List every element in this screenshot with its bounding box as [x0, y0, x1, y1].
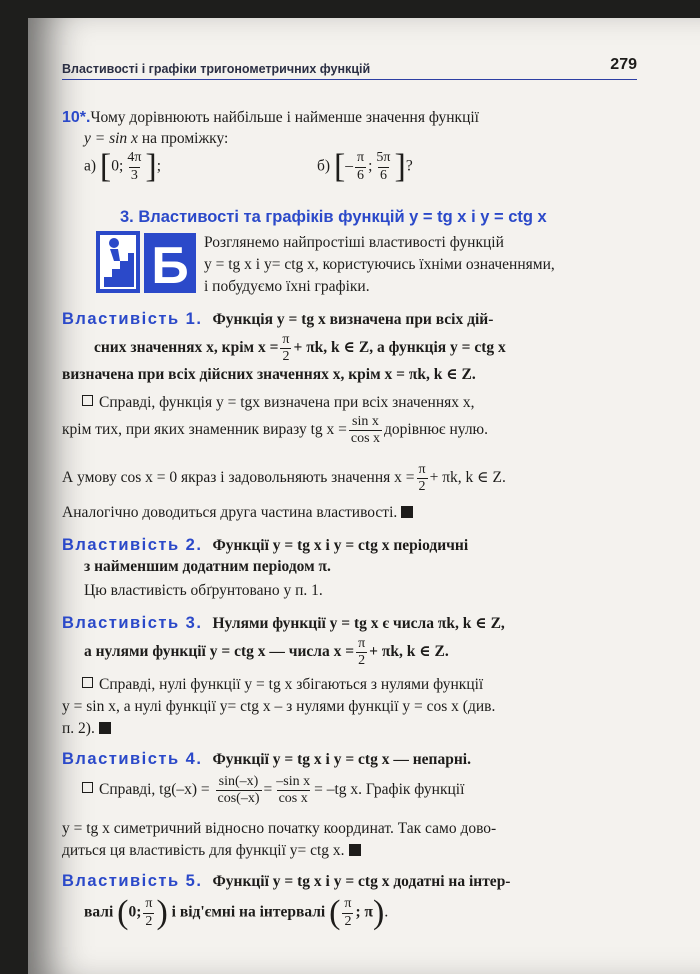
- exercise-func: y = sin x: [84, 130, 138, 147]
- property-5-line2: валі (0; $\frac{\pi}{2}$ ) і від'ємні на інтервалі ( $\frac{\pi}{2}$ ; π).: [84, 894, 389, 931]
- property-3-line2: а нулями функції y = ctg x — числа x = $\frac{\pi}{2}$ + πk, k ∈ Z.: [84, 636, 449, 669]
- proof-start-icon: [82, 395, 93, 406]
- question-mark: ?: [405, 157, 413, 175]
- property-1-line1: [62, 308, 493, 332]
- option-b-frac1: $\frac{\pi}{6}$: [357, 150, 365, 183]
- exercise-10: [62, 106, 479, 129]
- proof-end-icon: [401, 506, 413, 518]
- option-b-frac2: $\frac{5\pi}{6}$: [376, 150, 391, 183]
- proof-start-icon: [82, 782, 93, 793]
- property-1-line3: визначена при всіх дійсних значеннях x, крім x = πk, k ∈ Z.: [62, 366, 476, 383]
- property-4-line1: Властивість 4. Функції y = tg x і y = ctg x — непарні.: [62, 750, 471, 768]
- property-5-line1: Властивість 5. Функції y = tg x і y = ctg x додатні на інтер-: [62, 872, 511, 890]
- property-4-proof3: диться ця властивість для функції y= ctg x.: [62, 840, 361, 862]
- exercise-number: 10*.: [62, 109, 91, 126]
- intro-line1: Розглянемо найпростіші властивості функцій: [204, 234, 504, 251]
- proof-end-icon: [99, 722, 111, 734]
- property-1-label: Властивість 1.: [62, 310, 203, 328]
- property-1-text1: Функція y = tg x визначена при всіх дій-: [212, 311, 494, 328]
- property-2-label: Властивість 2.: [62, 536, 203, 554]
- running-header: [62, 56, 637, 80]
- property-3-proof3: п. 2).: [62, 718, 111, 740]
- property-3-proof2: y = sin x, а нулі функції y= ctg x – з нулями функції y = cos x (див.: [62, 698, 496, 715]
- option-a-frac: $\frac{4\pi}{3}$: [127, 150, 142, 183]
- property-2-line2: з найменшим додатним періодом π.: [84, 558, 331, 575]
- header-title: Властивості і графіки тригонометричних функцій: [62, 62, 371, 76]
- textbook-page: [28, 18, 700, 974]
- property-1-line2: сних значеннях x, крім x = $\frac{\pi}{2}$ + πk, k ∈ Z, а функція y = ctg x: [94, 332, 506, 365]
- intro-line3: і побудуємо їхні графіки.: [204, 278, 370, 295]
- header-rule: [62, 79, 637, 80]
- icon-letter: Б: [151, 237, 189, 295]
- property-2-line1: Властивість 2. Функції y = tg x і y = ctg x періодичні: [62, 536, 469, 554]
- property-3-proof1: Справді, нулі функції y = tg x збігаються з нулями функції: [82, 674, 483, 696]
- proof-start-icon: [82, 677, 93, 688]
- intro-line2: y = tg x і y= ctg x, користуючись їхніми означеннями,: [204, 256, 555, 273]
- exercise-option-a: а) [0; $\frac{4\pi}{3}$ ];: [84, 148, 162, 185]
- property-1-proof3: А умову cos x = 0 якраз і задовольняють значення x = $\frac{\pi}{2}$ + πk, k ∈ Z.: [62, 462, 506, 495]
- exercise-rest: на проміжку:: [137, 130, 229, 147]
- property-4-proof2: y = tg x симетричний відносно початку координат. Так само дово-: [62, 820, 497, 837]
- property-3-line1: Властивість 3. Нулями функції y = tg x є числа πk, k ∈ Z,: [62, 614, 505, 632]
- property-1-proof2: крім тих, при яких знаменник виразу tg x = $\frac{\text{sin x}}{\text{cos x}}$ дорівнює нулю.: [62, 414, 489, 447]
- property-2-line3: Цю властивість обґрунтовано у п. 1.: [84, 582, 323, 599]
- option-a-label: а): [84, 157, 97, 175]
- property-4-label: Властивість 4.: [62, 750, 203, 768]
- exercise-option-b: б) [– $\frac{\pi}{6}$ ; $\frac{5\pi}{6}$ ]?: [317, 148, 413, 185]
- section-title: 3. Властивості та графіків функцій y = tg x і y = ctg x: [120, 208, 547, 226]
- property-1-proof1: Справді, функція y = tgx визначена при всіх значеннях x,: [82, 392, 475, 414]
- page-number: 279: [610, 56, 637, 73]
- exercise-line1: Чому дорівнюють найбільше і найменше значення функції: [90, 109, 479, 126]
- option-a-left: 0;: [111, 157, 124, 175]
- property-1-proof4: Аналогічно доводиться друга частина властивості.: [62, 502, 413, 524]
- property-4-proof1: Справді, tg(–x) = $\frac{\sin(-x)}{\cos(-x)}$ = $\frac{\text{–sin x}}{\text{cos x}}$ = –tg x. Графік функції: [82, 774, 464, 807]
- property-5-label: Властивість 5.: [62, 872, 203, 890]
- proof-end-icon: [349, 844, 361, 856]
- property-3-label: Властивість 3.: [62, 614, 203, 632]
- option-b-label: б): [317, 157, 331, 175]
